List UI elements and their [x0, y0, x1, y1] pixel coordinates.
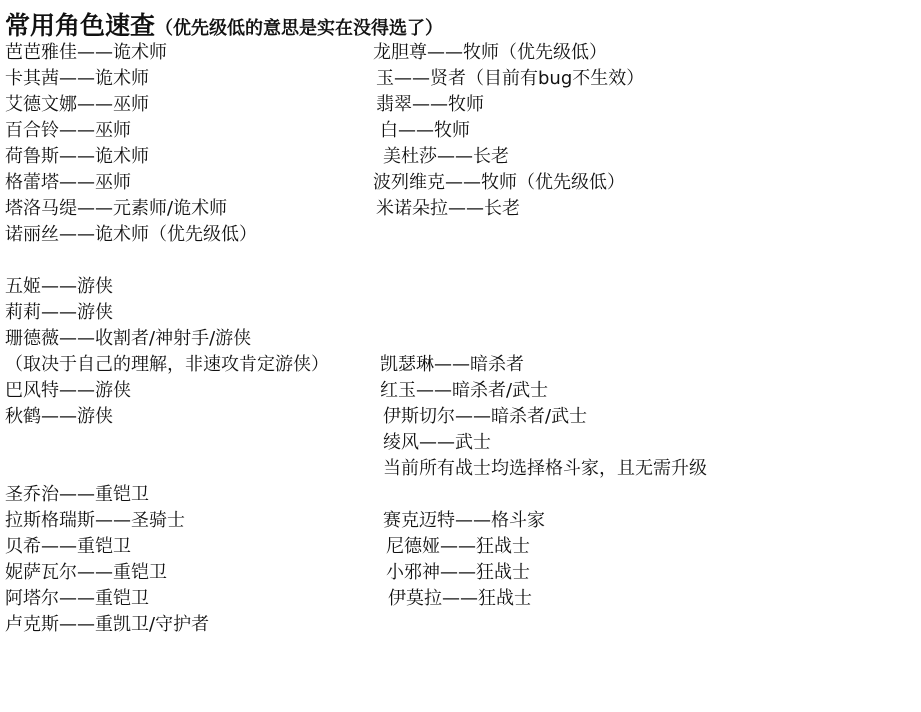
- right-line-12: 当前所有战士均选择格斗家，且无需升级: [383, 458, 707, 479]
- right-line-4: 白——牧师: [380, 120, 470, 141]
- right-line-1: 龙胆尊——牧师（优先级低）: [373, 42, 607, 63]
- right-line-11: 绫风——武士: [383, 432, 491, 453]
- left-line-9: 五姬——游侠: [5, 276, 113, 297]
- left-line-8: 诺丽丝——诡术师（优先级低）: [5, 224, 257, 245]
- right-line-15: 小邪神——狂战士: [386, 562, 530, 583]
- right-line-7: 米诺朵拉——长老: [376, 198, 520, 219]
- left-line-14: 秋鹤——游侠: [5, 406, 113, 427]
- page-title: [5, 6, 443, 42]
- right-line-16: 伊莫拉——狂战士: [388, 588, 532, 609]
- left-line-18: 妮萨瓦尔——重铠卫: [5, 562, 167, 583]
- title-text: 常用角色速查: [5, 11, 156, 40]
- left-line-20: 卢克斯——重凯卫/守护者: [5, 614, 210, 635]
- left-line-19: 阿塔尔——重铠卫: [5, 588, 149, 609]
- left-line-5: 荷鲁斯——诡术师: [5, 146, 149, 167]
- left-line-13: 巴风特——游侠: [5, 380, 131, 401]
- right-line-14: 尼德娅——狂战士: [386, 536, 530, 557]
- left-line-2: 卡其茜——诡术师: [5, 68, 149, 89]
- left-line-17: 贝希——重铠卫: [5, 536, 131, 557]
- right-line-13: 赛克迈特——格斗家: [383, 510, 545, 531]
- left-line-4: 百合铃——巫师: [5, 120, 131, 141]
- right-line-6: 波列维克——牧师（优先级低）: [373, 172, 625, 193]
- left-line-1: 芭芭雅佳——诡术师: [5, 42, 167, 63]
- right-line-3: 翡翠——牧师: [376, 94, 484, 115]
- left-line-11: 珊德薇——收割者/神射手/游侠: [5, 328, 252, 349]
- right-line-5: 美杜莎——长老: [383, 146, 509, 167]
- right-line-8: 凯瑟琳——暗杀者: [380, 354, 524, 375]
- right-line-10: 伊斯切尔——暗杀者/武士: [383, 406, 588, 427]
- left-line-6: 格蕾塔——巫师: [5, 172, 131, 193]
- left-line-15: 圣乔治——重铠卫: [5, 484, 149, 505]
- right-line-9: 红玉——暗杀者/武士: [380, 380, 549, 401]
- title-note: （优先级低的意思是实在没得选了）: [155, 18, 444, 39]
- right-line-2: 玉——贤者（目前有bug不生效）: [376, 68, 645, 89]
- left-line-10: 莉莉——游侠: [5, 302, 113, 323]
- left-line-16: 拉斯格瑞斯——圣骑士: [5, 510, 185, 531]
- left-line-12: （取决于自己的理解，非速攻肯定游侠）: [5, 354, 329, 375]
- left-line-3: 艾德文娜——巫师: [5, 94, 149, 115]
- left-line-7: 塔洛马缇——元素师/诡术师: [5, 198, 228, 219]
